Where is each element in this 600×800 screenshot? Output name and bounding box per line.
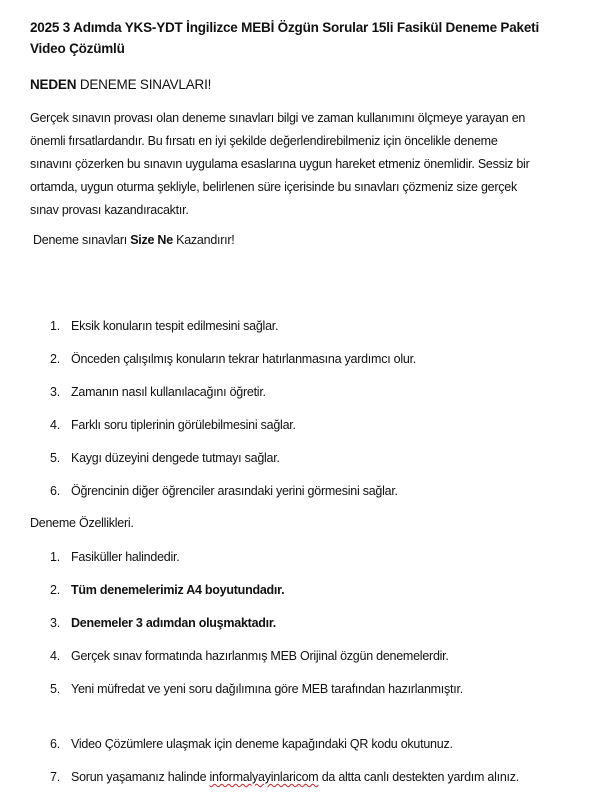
feature-item <box>0 679 600 699</box>
list-text: Denemeler 3 adımdan oluşmaktadır. <box>71 616 277 630</box>
list-number: 3. <box>50 616 60 630</box>
list-text: Farklı soru tiplerinin görülebilmesini sağlar. <box>71 418 296 432</box>
feature-item <box>0 646 600 666</box>
list-number: 5. <box>50 451 60 465</box>
list-number: 3. <box>50 385 60 399</box>
list-text: Öğrencinin diğer öğrenciler arasındaki yerini görmesini sağlar. <box>71 484 398 498</box>
list-number: 5. <box>50 682 60 696</box>
benefit-item <box>0 316 600 336</box>
list-text: Eksik konuların tespit edilmesini sağlar. <box>71 319 279 333</box>
gain-post: Kazandırır! <box>172 233 235 247</box>
feature-item <box>0 767 600 787</box>
list-number: 6. <box>50 484 60 498</box>
list-text: Tüm denemelerimiz A4 boyutundadır. <box>71 583 285 597</box>
benefit-item <box>0 448 600 468</box>
support-link[interactable]: informalyayinlaricom <box>209 770 319 784</box>
gain-heading <box>33 230 235 250</box>
title-line-1: 2025 3 Adımda YKS-YDT İngilizce MEBİ Özgün Sorular 15li Fasikül Deneme Paketi <box>30 20 540 35</box>
list-text: Önceden çalışılmış konuların tekrar hatırlanmasına yardımcı olur. <box>71 352 417 366</box>
support-text-pre: Sorun yaşamanız halinde <box>71 770 210 784</box>
document-title <box>30 17 570 59</box>
list-text: Fasiküller halindedir. <box>71 550 180 564</box>
support-text-post: da altta canlı destekten yardım alınız. <box>318 770 519 784</box>
list-text: Kaygı düzeyini dengede tutmayı sağlar. <box>71 451 280 465</box>
section-heading <box>30 74 211 95</box>
gain-pre: Deneme sınavları <box>33 233 131 247</box>
intro-line: ortamda, uygun oturma şekliyle, belirlenen süre içerisinde bu sınavları çözmeniz size gerçek <box>30 180 517 194</box>
intro-line: sınav provası kazandıracaktır. <box>30 203 189 217</box>
benefit-item <box>0 382 600 402</box>
list-number: 1. <box>50 319 60 333</box>
list-number: 4. <box>50 649 60 663</box>
list-number: 7. <box>50 770 60 784</box>
feature-item <box>0 547 600 567</box>
benefit-item <box>0 349 600 369</box>
intro-line: önemli fırsatlardandır. Bu fırsatı en iyi şekilde değerlendirebilmeniz için öncelikle deneme <box>30 134 498 148</box>
list-number: 2. <box>50 352 60 366</box>
list-text: Zamanın nasıl kullanılacağını öğretir. <box>71 385 266 399</box>
benefit-item <box>0 481 600 501</box>
list-text <box>71 767 519 787</box>
list-text: Gerçek sınav formatında hazırlanmış MEB Orijinal özgün denemelerdir. <box>71 649 449 663</box>
list-text: Video Çözümlere ulaşmak için deneme kapağındaki QR kodu okutunuz. <box>71 737 453 751</box>
list-text: Yeni müfredat ve yeni soru dağılımına göre MEB tarafından hazırlanmıştır. <box>71 682 463 696</box>
list-number: 4. <box>50 418 60 432</box>
list-number: 1. <box>50 550 60 564</box>
gain-bold: Size Ne <box>130 233 173 247</box>
intro-paragraph <box>30 107 575 222</box>
feature-item <box>0 613 600 633</box>
features-heading: Deneme Özellikleri. <box>30 516 134 530</box>
title-line-2: Video Çözümlü <box>30 41 125 56</box>
list-number: 2. <box>50 583 60 597</box>
intro-line: sınavını çözerken bu sınavın uygulama esaslarına uygun hareket etmeniz önemlidir. Sessiz bir <box>30 157 530 171</box>
intro-line: Gerçek sınavın provası olan deneme sınavları bilgi ve zaman kullanımını ölçmeye yarayan en <box>30 111 526 125</box>
feature-item <box>0 734 600 754</box>
heading-rest: DENEME SINAVLARI! <box>76 77 212 92</box>
benefit-item <box>0 415 600 435</box>
heading-bold: NEDEN <box>30 77 77 92</box>
feature-item <box>0 580 600 600</box>
list-number: 6. <box>50 737 60 751</box>
